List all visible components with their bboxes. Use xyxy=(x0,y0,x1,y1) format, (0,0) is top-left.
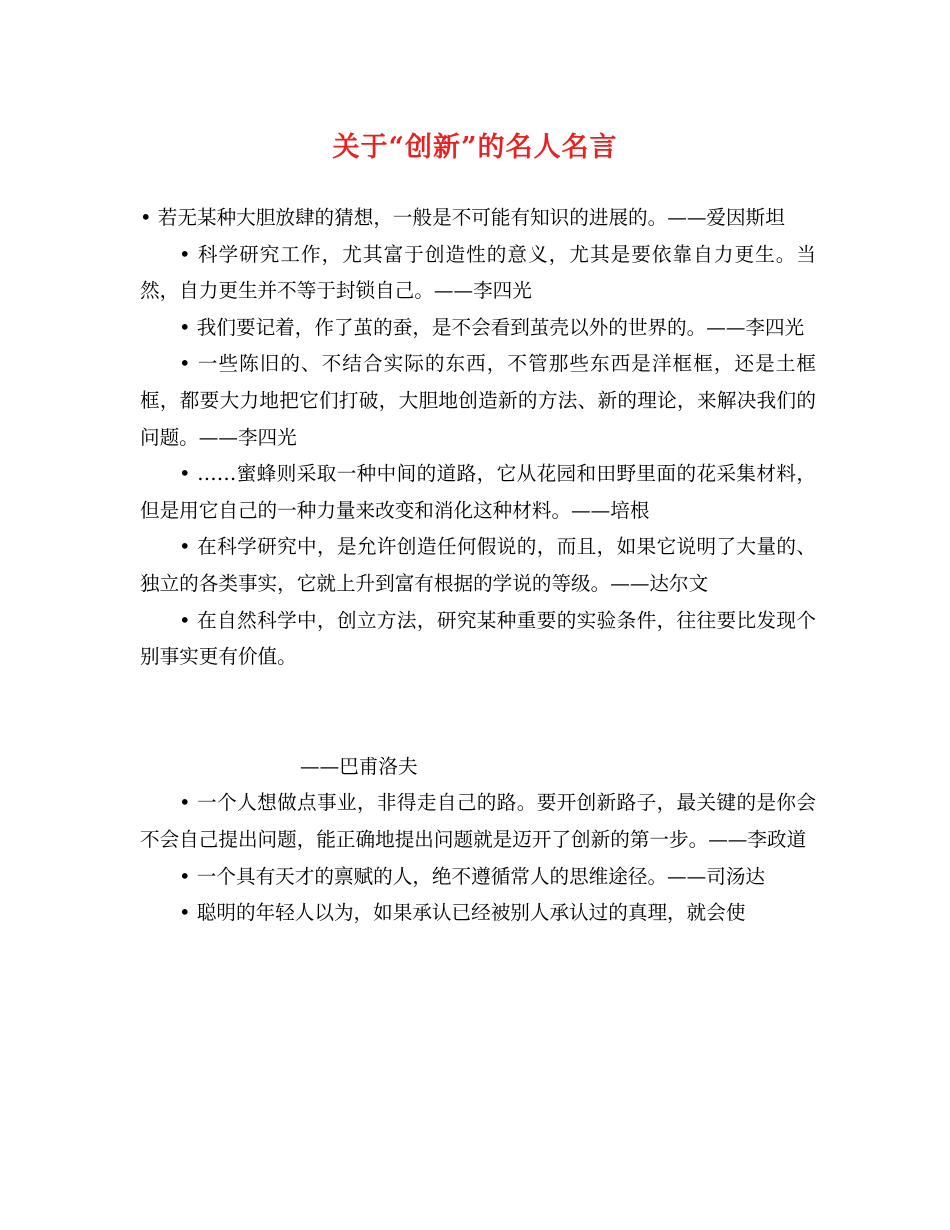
quote-paragraph: • 一个具有天才的禀赋的人，绝不遵循常人的思维途径。——司汤达 xyxy=(179,864,766,888)
quote-paragraph: • 在自然科学中，创立方法，研究某种重要的实验条件，往往要比发现个别事实更有价值。 xyxy=(140,608,816,669)
document-body xyxy=(140,200,816,932)
quote-attribution: ——巴甫洛夫 xyxy=(300,754,418,778)
blank-space xyxy=(140,676,816,749)
quote-paragraph: • 聪明的年轻人以为，如果承认已经被别人承认过的真理，就会使 xyxy=(179,901,746,925)
quote-paragraph: • 在科学研究中，是允许创造任何假说的，而且，如果它说明了大量的、独立的各类事实，它就上升到富有根据的学说的等级。——达尔文 xyxy=(140,535,816,595)
document-title: 关于“创新”的名人名言 xyxy=(332,132,618,163)
quote-paragraph: • ……蜜蜂则采取一种中间的道路，它从花园和田野里面的花采集材料，但是用它自己的一种力量来改变和消化这种材料。——培根 xyxy=(140,462,816,522)
quote-paragraph: • 若无某种大胆放肆的猜想，一般是不可能有知识的进展的。——爱因斯坦 xyxy=(140,206,785,229)
quote-paragraph: • 我们要记着，作了茧的蚕，是不会看到茧壳以外的世界的。——李四光 xyxy=(179,315,805,339)
quote-paragraph: • 科学研究工作，尤其富于创造性的意义，尤其是要依靠自力更生。当然，自力更生并不等于封锁自己。——李四光 xyxy=(140,242,816,303)
quote-paragraph: • 一些陈旧的、不结合实际的东西，不管那些东西是洋框框，还是土框框，都要大力地把它们打破，大胆地创造新的方法、新的理论，来解决我们的问题。——李四光 xyxy=(140,352,816,449)
quote-paragraph: • 一个人想做点事业，非得走自己的路。要开创新路子，最关键的是你会不会自己提出问题，能正确地提出问题就是迈开了创新的第一步。——李政道 xyxy=(140,791,816,851)
